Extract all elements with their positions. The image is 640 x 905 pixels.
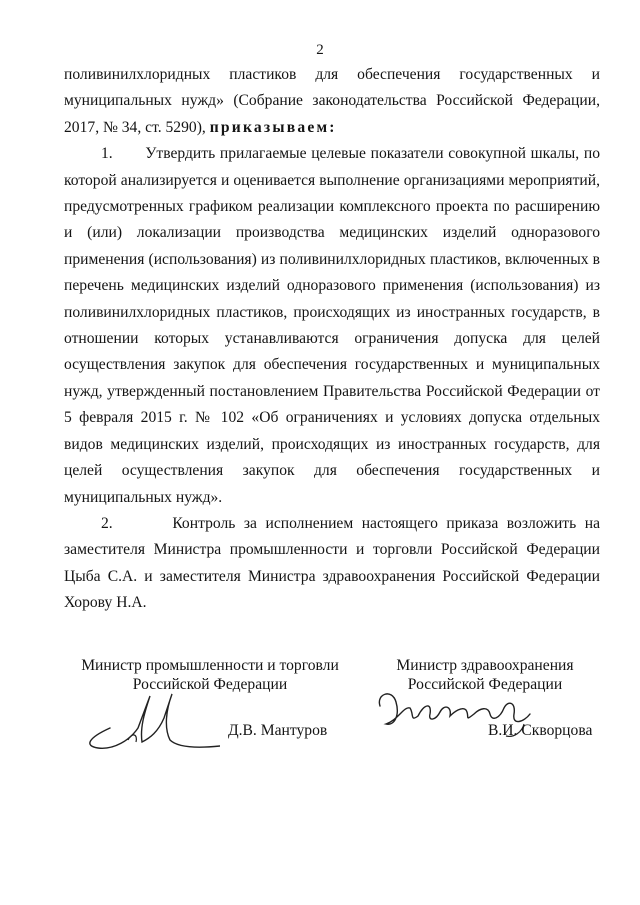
handwritten-signature-left (80, 688, 220, 750)
item-2-text: Контроль за исполнением настоящего приказа возложить на заместителя Министра промышленности и торговли Российской Федерации Цыба С.А. и заместителя Министра здравоохранения Российской Федерации Хорову Н.А. (64, 514, 601, 612)
item-1-text: Утвердить прилагаемые целевые показатели совокупной шкалы, по которой анализируется и оценивается выполнение организациями мероприятий, предусмотренных графиком реализации комплексного проекта по расширению и (или) локализации производства медицинских изделий одноразового применения (использования) из поливинилхлоридных пластиков, включенных в перечень медицинских изделий одноразового применения (использования) из поливинилхлоридных пластиков, происходящих из иностранных государств, в отношении которых устанавливаются ограничения допуска для целей осуществления закупок для обеспечения государственных и муниципальных нужд, утвержденный постановлением Правительства Российской Федерации от 5 февраля 2015 г. № 102 «Об ограничениях и условиях допуска отдельных видов медицинских изделий, происходящих из иностранных государств, для целей осуществления закупок для обеспечения государственных и муниципальных нужд». (64, 145, 600, 506)
intro-paragraph (64, 62, 600, 141)
document-body (64, 62, 600, 617)
item-2 (64, 511, 600, 617)
intro-text: поливинилхлоридных пластиков для обеспечения государственных и муниципальных нужд» (Собрание законодательства Российской Федерации, 2017, № 34, ст. 5290), (64, 66, 600, 136)
signer-left-title-line2: Российской Федерации (132, 676, 288, 693)
signer-left-name: Д.В. Мантуров (228, 722, 328, 739)
item-1-number: 1. (101, 145, 113, 163)
signer-right-name: В.И. Скворцова (488, 722, 593, 739)
item-2-number: 2. (101, 514, 113, 532)
signer-right-title-line1: Министр здравоохранения (396, 657, 574, 674)
signer-right-title-line2: Российской Федерации (407, 676, 563, 693)
order-word: приказываем: (209, 118, 337, 136)
item-1 (64, 141, 600, 511)
page-number: 2 (316, 42, 324, 58)
signer-left-title-line1: Министр промышленности и торговли (81, 657, 339, 674)
